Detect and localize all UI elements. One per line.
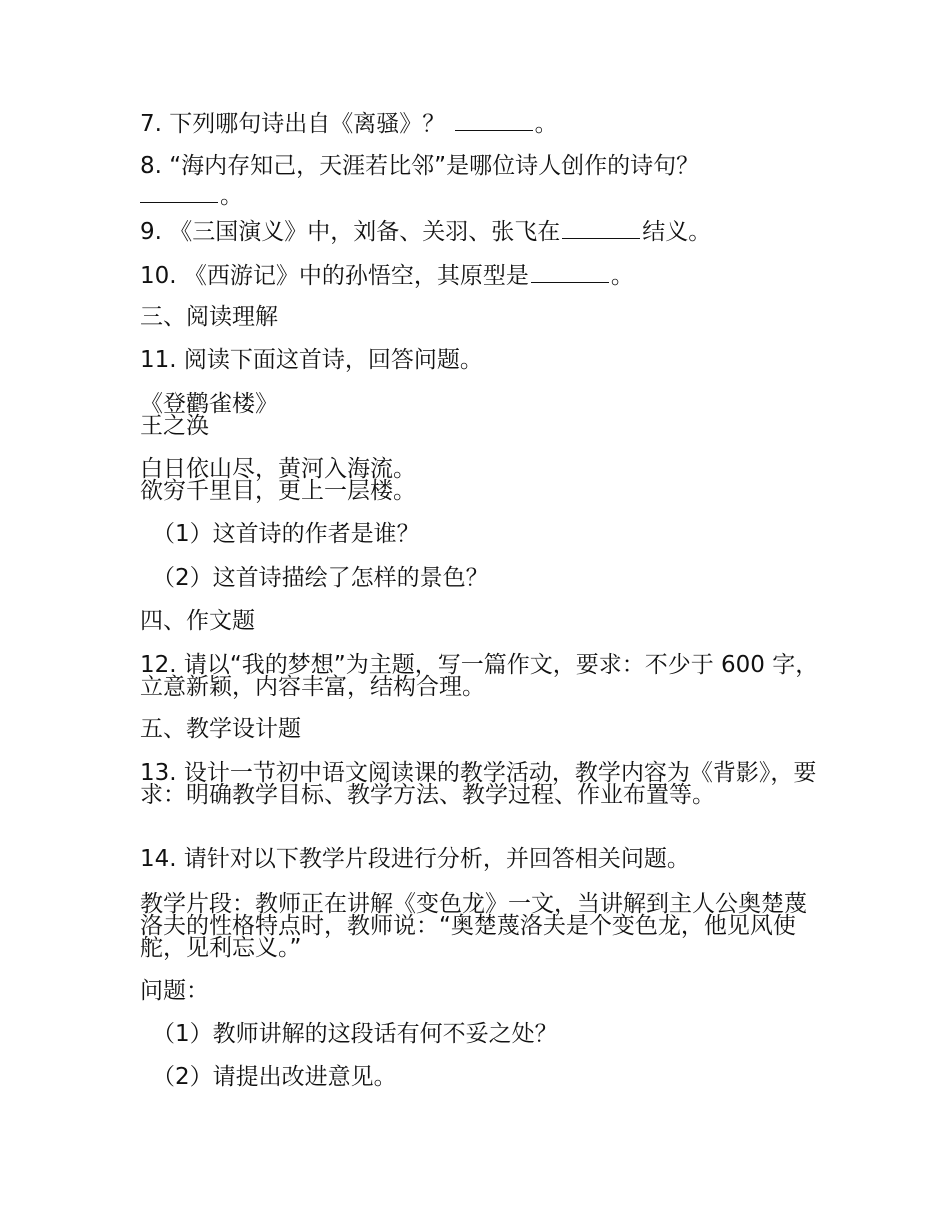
question-14-sub-1: （1）教师讲解的这段话有何不妥之处？ [152,1021,558,1047]
question-10-end: 。 [610,263,634,289]
question-7-end: 。 [534,111,558,137]
question-8-line2 [140,180,243,210]
question-10-text: 10. 《西游记》中的孙悟空，其原型是 [140,263,529,289]
question-12: 12. 请以“我的梦想”为主题，写一篇作文，要求：不少于 600 字，立意新颖，内容丰富，结构合理。 [140,652,819,700]
poem-line-1: 白日依山尽，黄河入海流。 [140,456,416,482]
question-11: 11. 阅读下面这首诗，回答问题。 [140,347,483,373]
question-9 [140,216,711,246]
question-10 [140,260,634,290]
question-14-sub-2: （2）请提出改进意见。 [152,1064,397,1090]
answer-blank [562,216,640,239]
question-9-end: 结义。 [642,219,712,245]
answer-blank [531,260,609,283]
poem-line-2: 欲穷千里目，更上一层楼。 [140,478,416,504]
question-11-sub-2: （2）这首诗描绘了怎样的景色？ [152,565,489,591]
question-14: 14. 请针对以下教学片段进行分析，并回答相关问题。 [140,846,690,872]
question-9-text: 9. 《三国演义》中，刘备、关羽、张飞在 [140,219,561,245]
question-8-end: 。 [220,183,243,209]
question-13: 13. 设计一节初中语文阅读课的教学活动，教学内容为《背影》，要求：明确教学目标、教学方法、教学过程、作业布置等。 [140,760,817,808]
question-7 [140,108,558,138]
question-8-text: 8. “海内存知己，天涯若比邻”是哪位诗人创作的诗句？ [140,153,700,179]
question-8 [140,152,699,180]
teaching-fragment: 教学片段：教师正在讲解《变色龙》一文，当讲解到主人公奥楚蔑洛夫的性格特点时，教师说：“奥楚蔑洛夫是个变色龙，他见风使舵，见利忘义。” [140,891,807,961]
section-heading-reading: 三、阅读理解 [140,304,278,330]
answer-blank [455,108,533,131]
answer-blank [140,180,218,203]
poem-title: 《登鹳雀楼》 [140,391,278,417]
question-11-sub-1: （1）这首诗的作者是谁？ [152,521,420,547]
section-heading-essay: 四、作文题 [140,608,255,634]
question-label: 问题： [140,978,209,1004]
poem-author: 王之涣 [140,413,209,439]
section-heading-design: 五、教学设计题 [140,716,301,742]
question-7-text: 7. 下列哪句诗出自《离骚》？ [140,111,446,137]
